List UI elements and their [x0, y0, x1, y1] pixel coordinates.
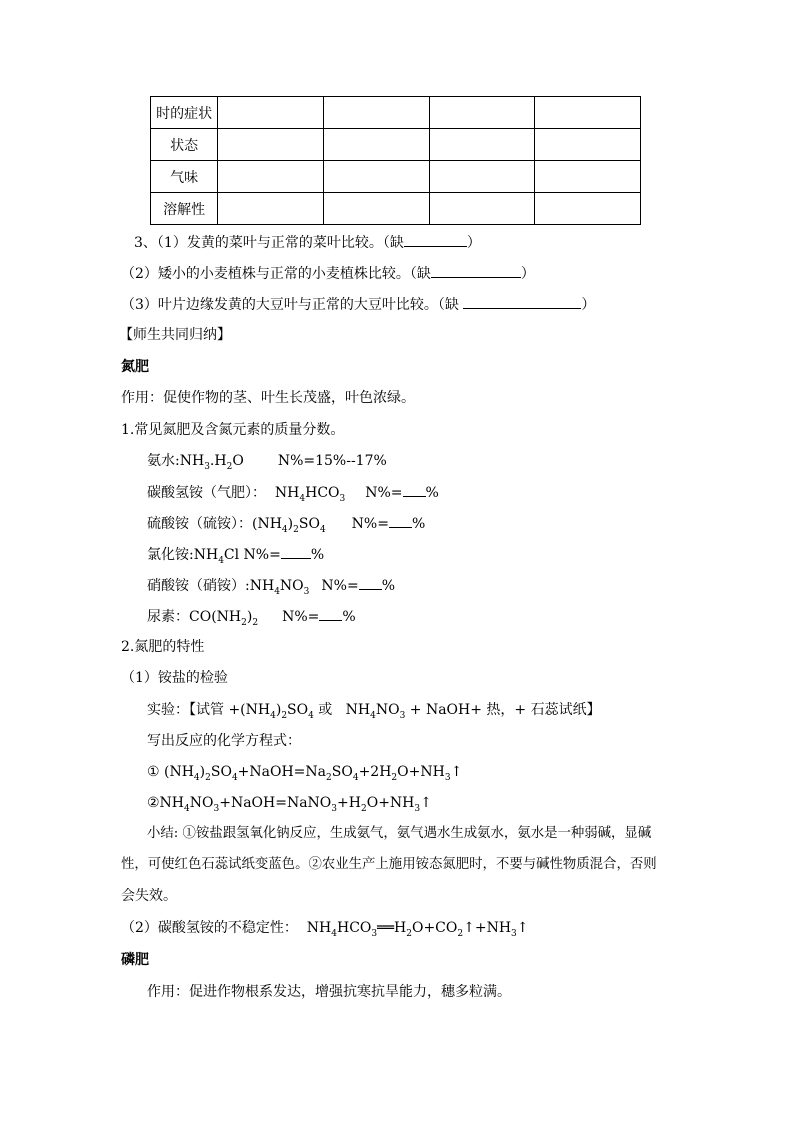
equation-2 [147, 793, 432, 813]
subscript: 4 [299, 493, 306, 504]
question-text: （3）叶片边缘发黄的大豆叶与正常的大豆叶比较。（缺 [121, 297, 459, 313]
formula-part: HCO [305, 485, 340, 501]
bicarbonate-line [147, 482, 439, 503]
text-part: NO [375, 702, 400, 718]
text-part: （2）碳酸氢铵的不稳定性： NH [121, 920, 332, 936]
answer-blank[interactable] [463, 294, 581, 309]
gas-arrow: ↑ [516, 920, 529, 936]
percent-sign: % [425, 485, 439, 501]
subscript: 2 [293, 524, 299, 535]
text-part: 或 NH [313, 702, 371, 718]
close-paren: ） [581, 297, 596, 313]
fertilizer-name: 尿素：CO(NH [147, 609, 242, 625]
gas-arrow: ↑ [420, 795, 432, 811]
question-3-line-2 [121, 263, 535, 284]
text-part: SO [287, 702, 309, 718]
question-3-line-1 [134, 232, 481, 253]
table-row [151, 161, 641, 193]
formula-part: .H [209, 453, 227, 469]
row-label: 状态 [151, 129, 218, 161]
properties-table [150, 96, 641, 225]
table-cell [323, 97, 429, 129]
nitrogen-item-1: 1.常见氮肥及含氮元素的质量分数。 [121, 422, 345, 438]
close-paren: ） [466, 235, 481, 251]
text-part: ②NH [147, 795, 185, 811]
table-cell [218, 161, 324, 193]
subscript: 4 [193, 772, 200, 783]
nitrogen-heading: 氮肥 [121, 359, 149, 375]
subscript: 4 [352, 772, 359, 783]
row-label: 时的症状 [151, 97, 218, 129]
table-cell [535, 129, 641, 161]
row-label: 溶解性 [151, 193, 218, 225]
table-cell [429, 193, 535, 225]
fertilizer-name: 硝酸铵（硝铵）:NH [147, 578, 275, 594]
text-part: +NaOH=Na [237, 764, 327, 780]
ammonia-water-line [147, 451, 387, 471]
answer-blank[interactable] [403, 482, 426, 497]
fertilizer-name: 氨水:NH [147, 453, 205, 469]
formula-part: SO [298, 516, 320, 532]
nitrogen-percent: N%= [282, 609, 320, 625]
subscript: 3 [444, 772, 451, 783]
nitrogen-item-2: 2.氮肥的特性 [121, 639, 205, 655]
subscript: 3 [399, 710, 406, 721]
table-cell [535, 193, 641, 225]
percent-sign: % [342, 609, 356, 625]
sulfate-line [147, 513, 425, 534]
nitrogen-effect: 作用：促使作物的茎、叶生长茂盛，叶色浓绿。 [121, 390, 415, 406]
table-cell [323, 193, 429, 225]
text-part: SO [331, 764, 353, 780]
text-part: O+NH [397, 764, 445, 780]
equation-1 [147, 762, 462, 782]
text-part: ↑+NH [463, 920, 512, 936]
text-part: NO [189, 795, 214, 811]
phosphorus-heading: 磷肥 [121, 952, 149, 968]
gas-arrow: ↑ [450, 764, 463, 780]
subscript: 4 [274, 586, 280, 597]
answer-blank[interactable] [359, 575, 382, 590]
answer-blank[interactable] [389, 513, 412, 528]
conclusion-line-2: 性，可使红色石蕊试纸变蓝色。②农业生产上施用铵态氮肥时，不要与碱性物质混合，否则 [121, 857, 657, 872]
subscript: 2 [360, 803, 367, 814]
answer-blank[interactable] [281, 544, 311, 559]
text-part: ) [275, 702, 282, 718]
conclusion-line-1: 小结: ①铵盐跟氢氧化钠反应，生成氨气，氨气遇水生成氨水，氨水是一种弱碱，显碱 [147, 826, 652, 841]
formula-part: ) [246, 609, 253, 625]
percent-sign: % [381, 578, 395, 594]
subscript: 4 [270, 710, 276, 721]
subscript: 2 [252, 617, 259, 628]
question-text: 3、（1）发黄的菜叶与正常的菜叶比较。（缺 [134, 235, 404, 251]
subscript: 3 [204, 461, 210, 472]
subscript: 4 [370, 710, 376, 721]
close-paren: ） [520, 266, 535, 282]
subscript: 4 [218, 555, 224, 566]
fertilizer-name: 氯化铵:NH [147, 547, 219, 563]
subscript: 4 [281, 524, 288, 535]
formula-part: ) [287, 516, 294, 532]
subscript: 3 [303, 586, 310, 597]
table-cell [323, 161, 429, 193]
subscript: 2 [391, 772, 398, 783]
text-part: ① (NH [147, 764, 194, 780]
subscript: 3 [371, 928, 378, 939]
nitrate-line [147, 575, 395, 596]
table-cell [218, 129, 324, 161]
text-part: +2H [358, 764, 392, 780]
table-cell [429, 161, 535, 193]
answer-blank[interactable] [431, 263, 521, 278]
summary-heading: 【师生共同归纳】 [119, 327, 231, 343]
subscript: 3 [414, 803, 421, 814]
text-part: +H [337, 795, 361, 811]
subsection-2 [121, 918, 529, 938]
subscript: 2 [457, 928, 464, 939]
text-part: O+NH [366, 795, 415, 811]
subscript: 2 [281, 710, 288, 721]
subscript: 2 [241, 617, 247, 628]
chloride-line [147, 544, 324, 565]
row-label: 气味 [151, 161, 218, 193]
subscript: 3 [213, 803, 220, 814]
table-cell [323, 129, 429, 161]
answer-blank[interactable] [404, 232, 467, 247]
table-cell [429, 129, 535, 161]
formula-part: NH [274, 485, 300, 501]
table-row [151, 129, 641, 161]
nitrogen-percent: N%= [321, 578, 359, 594]
question-text: （2）矮小的小麦植株与正常的小麦植株比较。（缺 [121, 266, 431, 282]
experiment-line [147, 700, 601, 720]
text-part: 实验：【试管 +(NH [147, 702, 271, 718]
formula-part: Cl N%= [223, 547, 281, 563]
table-row [151, 97, 641, 129]
percent-sign: % [310, 547, 325, 563]
table-cell [218, 193, 324, 225]
table-cell [535, 97, 641, 129]
write-equation-prompt: 写出反应的化学方程式： [147, 733, 301, 749]
subscript: 4 [308, 710, 314, 721]
subscript: 2 [326, 772, 332, 783]
nitrogen-percent: N%=15%--17% [277, 453, 387, 469]
answer-blank[interactable] [319, 606, 342, 621]
fertilizer-name: 碳酸氢铵（气肥）： [147, 485, 266, 501]
text-part: SO [210, 764, 232, 780]
subscript: 4 [184, 803, 190, 814]
text-part: +NaOH=NaNO [219, 795, 332, 811]
subscript: 4 [331, 928, 338, 939]
table-row [151, 193, 641, 225]
subscript: 3 [339, 493, 346, 504]
subscript: 3 [331, 803, 338, 814]
text-part: HCO [337, 920, 372, 936]
question-3-line-3 [121, 294, 595, 315]
text-part: + NaOH+ 热，+ 石蕊试纸】 [405, 702, 601, 718]
subscript: 4 [319, 524, 326, 535]
subscript: 4 [231, 772, 238, 783]
text-part: O+CO [411, 920, 458, 936]
phosphorus-effect: 作用：促进作物根系发达，增强抗寒抗旱能力，穗多粒满。 [147, 984, 511, 1000]
subscript: 2 [226, 461, 233, 472]
nitrogen-percent: N%= [365, 485, 403, 501]
nitrogen-percent: N%= [351, 516, 389, 532]
formula-part: O [232, 453, 244, 469]
table-cell [535, 161, 641, 193]
subsection-1: （1）铵盐的检验 [121, 670, 228, 686]
subscript: 2 [205, 772, 211, 783]
conclusion-line-3: 会失效。 [121, 888, 177, 904]
urea-line [147, 606, 356, 627]
subscript: 2 [406, 928, 412, 939]
subscript: 3 [511, 928, 517, 939]
table-cell [429, 97, 535, 129]
text-part: ) [199, 764, 206, 780]
table-cell [218, 97, 324, 129]
fertilizer-name: 硫酸铵（硫铵）：(NH [147, 516, 282, 532]
percent-sign: % [411, 516, 426, 532]
formula-part: NO [279, 578, 304, 594]
text-part: ══H [377, 920, 407, 936]
